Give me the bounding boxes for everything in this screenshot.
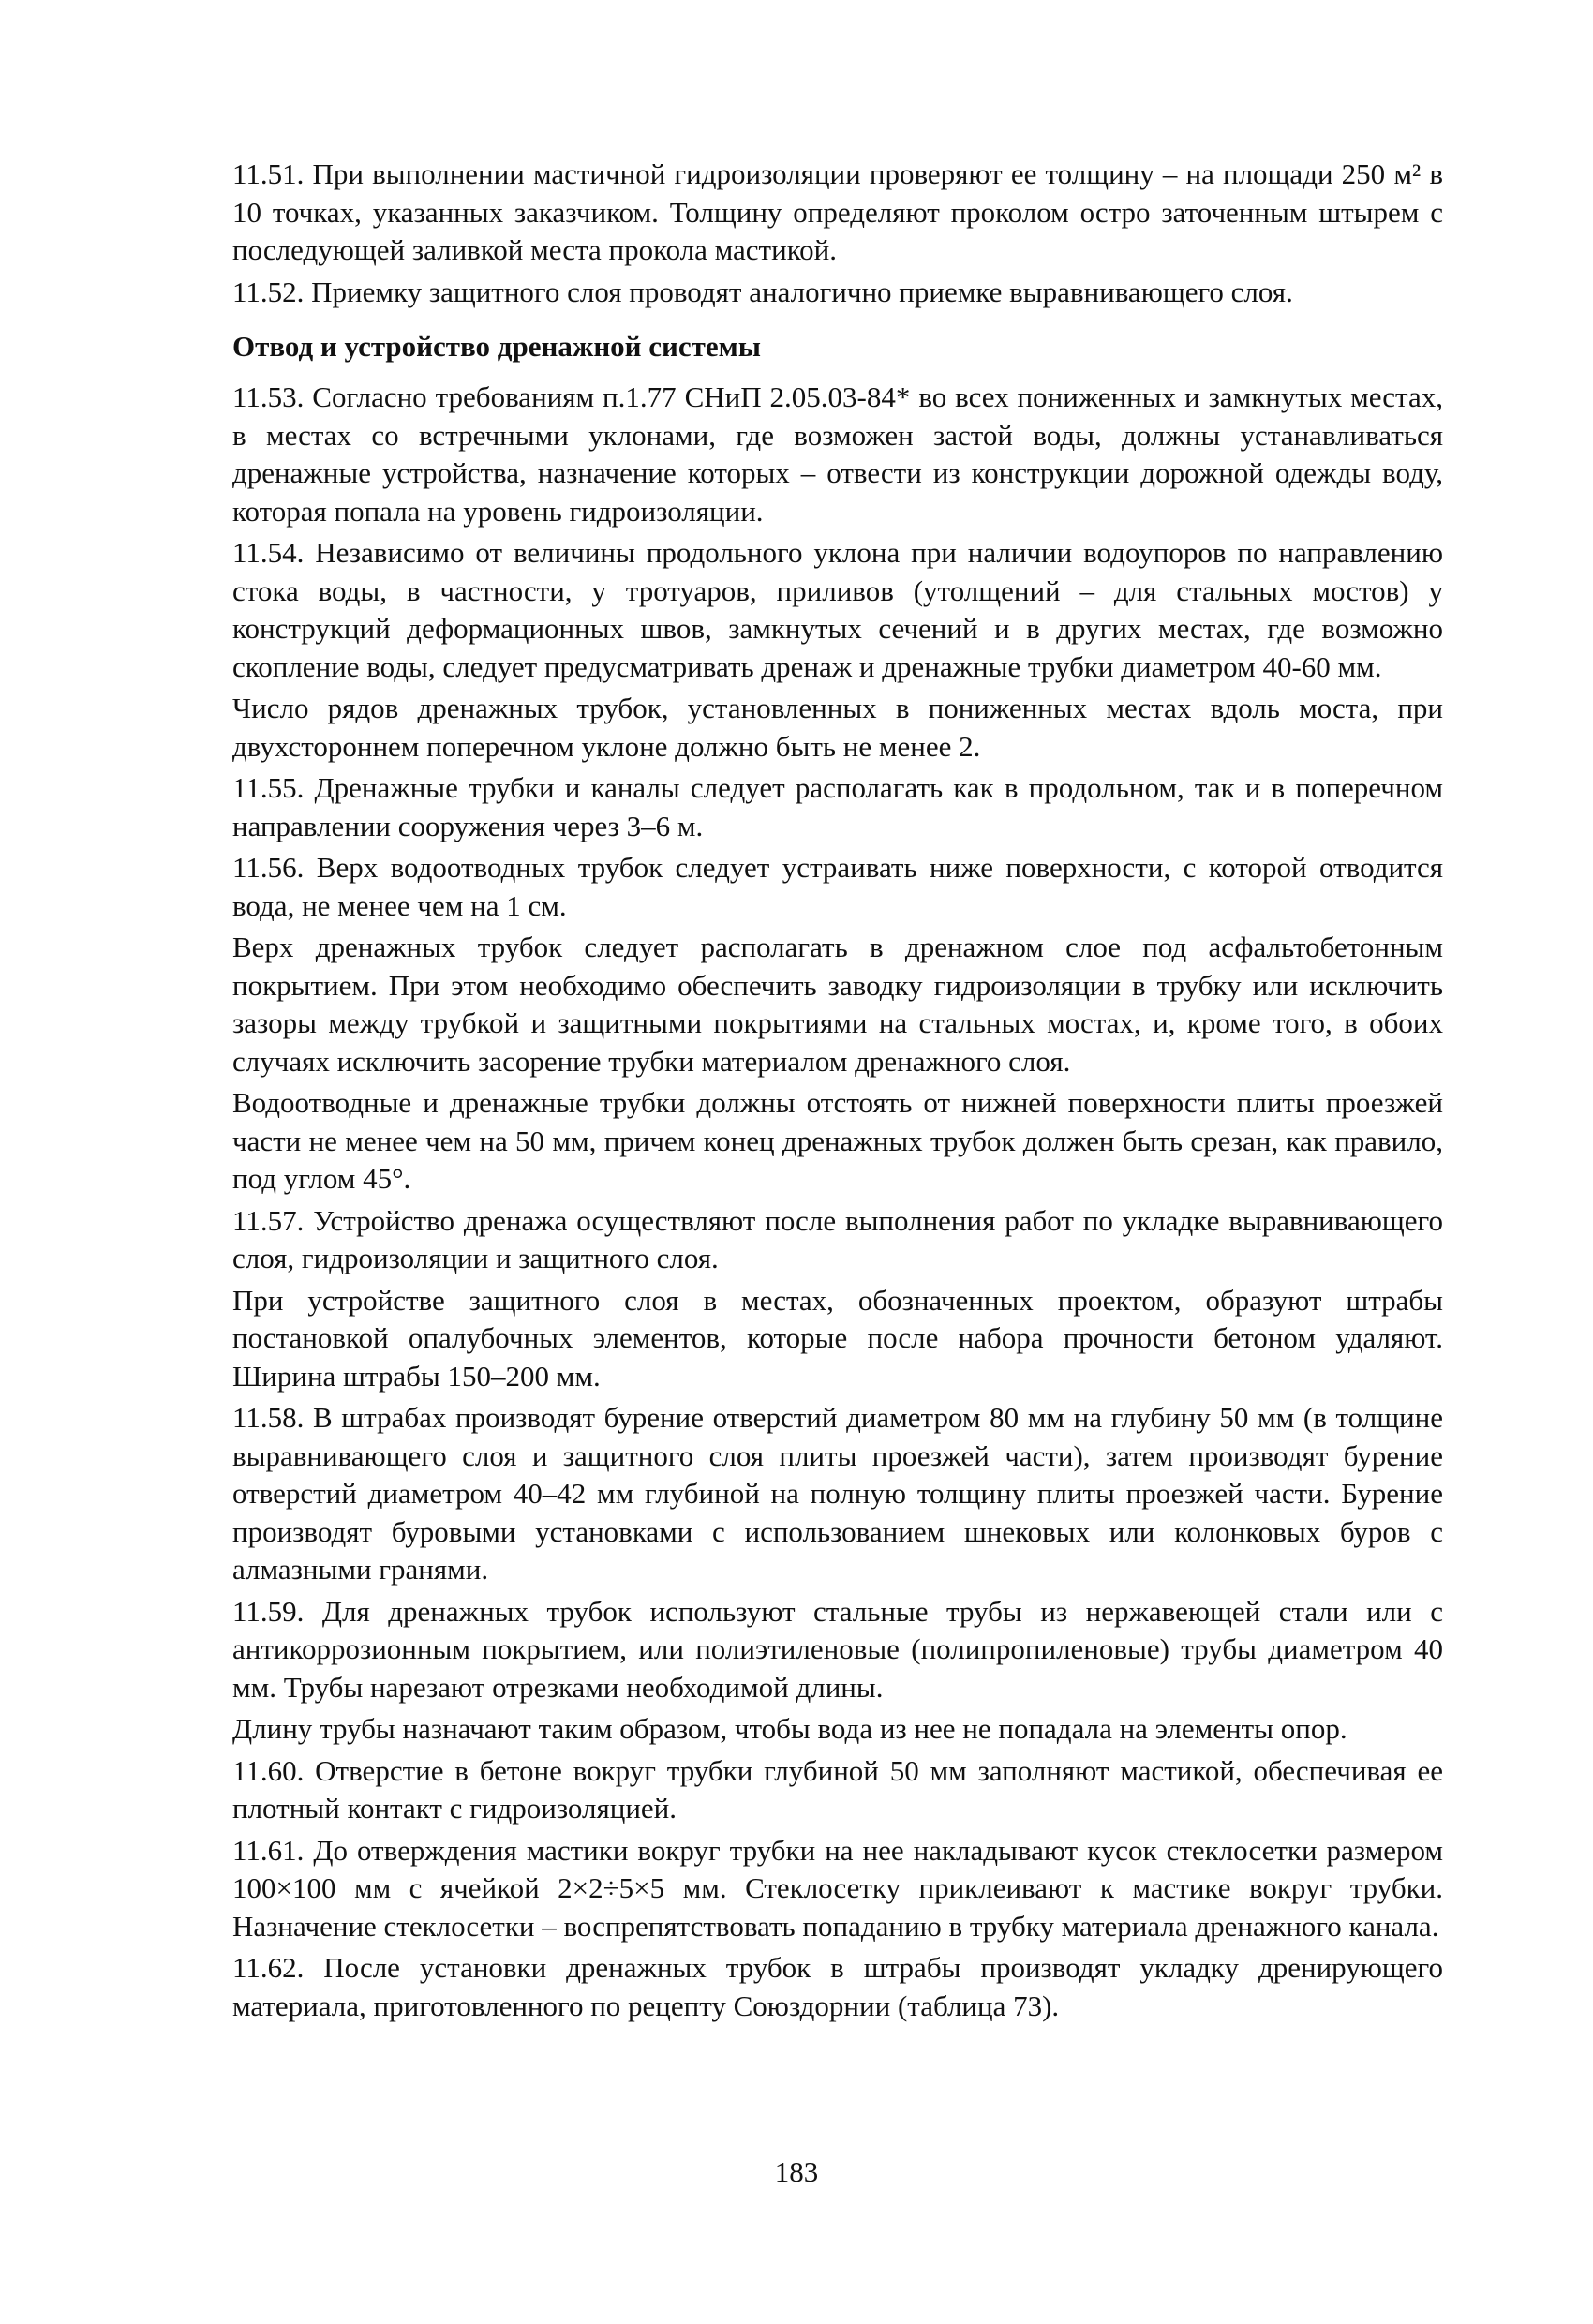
clause-11-58: 11.58. В штрабах производят бурение отверстий диаметром 80 мм на глубину 50 мм (в толщине выравнивающего слоя и защитного слоя плиты проезжей части), затем производят бурение отверстий диаметром 40–42 мм глубиной на полную толщину плиты проезжей части. Бурение производят буровыми установками с использованием шнековых или колонковых буров с алмазными гранями.	[232, 1401, 1443, 1586]
clause-11-54: 11.54. Независимо от величины продольного уклона при наличии водоупоров по направлению стока воды, в частности, у тротуаров, приливов (утолщений – для стальных мостов) у конструкций деформационных швов, замкнутых сечений и в других местах, где возможно скопление воды, следует предусматривать дренаж и дренажные трубки диаметром 40-60 мм.	[232, 536, 1443, 683]
section-heading: Отвод и устройство дренажной системы	[232, 330, 761, 363]
paragraph-11-56-continued: Верх дренажных трубок следует располагать в дренажном слое под асфальтобетонным покрытием. При этом необходимо обеспечить заводку гидроизоляции в трубку или исключить зазоры между трубкой и защитными покрытиями на стальных мостах, и, кроме того, в обоих случаях исключить засорение трубки материалом дренажного слоя.	[232, 931, 1443, 1078]
clause-11-62: 11.62. После установки дренажных трубок в штрабы производят укладку дренирующего материала, приготовленного по рецепту Союздорнии (таблица 73).	[232, 1951, 1443, 2022]
clause-11-56: 11.56. Верх водоотводных трубок следует устраивать ниже поверхности, с которой отводится вода, не менее чем на 1 см.	[232, 851, 1443, 922]
clause-11-52: 11.52. Приемку защитного слоя проводят аналогично приемке выравнивающего слоя.	[232, 275, 1293, 308]
page-number: 183	[774, 2155, 819, 2188]
paragraph-11-59-continued: Длину трубы назначают таким образом, чтобы вода из нее не попадала на элементы опор.	[232, 1712, 1347, 1745]
paragraph-11-57-continued: При устройстве защитного слоя в местах, обозначенных проектом, образуют штрабы постановкой опалубочных элементов, которые после набора прочности бетоном удаляют. Ширина штрабы 150–200 мм.	[232, 1283, 1443, 1393]
clause-11-51: 11.51. При выполнении мастичной гидроизоляции проверяют ее толщину – на площади 250 м² в 10 точках, указанных заказчиком. Толщину определяют проколом остро заточенным штырем с последующей заливкой места прокола мастикой.	[232, 157, 1443, 266]
clause-11-60: 11.60. Отверстие в бетоне вокруг трубки глубиной 50 мм заполняют мастикой, обеспечивая ее плотный контакт с гидроизоляцией.	[232, 1753, 1443, 1825]
document-body	[232, 156, 1443, 2029]
paragraph-11-54-continued: Число рядов дренажных трубок, установленных в пониженных местах вдоль моста, при двухстороннем поперечном уклоне должно быть не менее 2.	[232, 692, 1443, 763]
clause-11-53: 11.53. Согласно требованиям п.1.77 СНиП 2.05.03-84* во всех пониженных и замкнутых местах, в местах со встречными уклонами, где возможен застой воды, должны устанавливаться дренажные устройства, назначение которых – отвести из конструкции дорожной одежды воду, которая попала на уровень гидроизоляции.	[232, 380, 1443, 528]
clause-11-57: 11.57. Устройство дренажа осуществляют после выполнения работ по укладке выравнивающего слоя, гидроизоляции и защитного слоя.	[232, 1203, 1443, 1274]
clause-11-61: 11.61. До отверждения мастики вокруг трубки на нее накладывают кусок стеклосетки размером 100×100 мм с ячейкой 2×2÷5×5 мм. Стеклосетку приклеивают к мастике вокруг трубки. Назначение стеклосетки – воспрепятствовать попаданию в трубку материала дренажного канала.	[232, 1833, 1443, 1943]
clause-11-59: 11.59. Для дренажных трубок используют стальные трубы из нержавеющей стали или с антикоррозионным покрытием, или полиэтиленовые (полипропиленовые) трубы диаметром 40 мм. Трубы нарезают отрезками необходимой длины.	[232, 1594, 1443, 1704]
paragraph-11-56-continued-2: Водоотводные и дренажные трубки должны отстоять от нижней поверхности плиты проезжей части не менее чем на 50 мм, причем конец дренажных трубок должен быть срезан, как правило, под углом 45°.	[232, 1086, 1443, 1195]
clause-11-55: 11.55. Дренажные трубки и каналы следует располагать как в продольном, так и в поперечном направлении сооружения через 3–6 м.	[232, 771, 1443, 842]
